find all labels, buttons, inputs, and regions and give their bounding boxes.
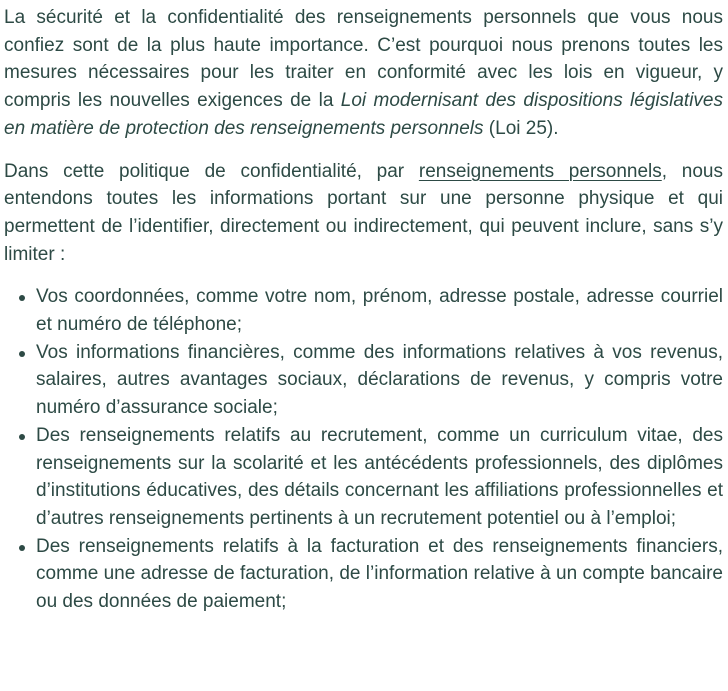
intro-text: La sécurité et la confidentialité des renseignements personnels que vous nous confiez sont de la plus haute importance. C’est pourquoi nous prenons toutes les mesures nécessaires pour les traiter en conformité avec les lois en vigueur, y compris les nouvelles exigences de la [4, 7, 723, 112]
list-item [36, 533, 723, 616]
list-item-text: Des renseignements relatifs au recrutement, comme un curriculum vitae, des renseignements sur la scolarité et les antécédents professionnels, des diplômes d’institutions éducatives, des détails concernant les affiliations professionnelles et d’autres renseignements pertinents à un recrutement potentiel ou à l’emploi; [36, 424, 723, 529]
list-item [36, 422, 723, 533]
intro-paragraph [4, 4, 723, 143]
definition-text: Dans cette politique de confidentialité, par [4, 160, 419, 182]
bullet-icon [19, 295, 25, 301]
definition-paragraph [4, 158, 723, 269]
list-item-text: Des renseignements relatifs à la facturation et des renseignements financiers, comme une adresse de facturation, de l’information relative à un compte bancaire ou des données de paiement; [36, 535, 723, 613]
law-title: Loi modernisant des dispositions législatives en matière de protection des renseignements personnels [4, 90, 723, 139]
bullet-icon [19, 434, 25, 440]
definition-text-end: , nous entendons toutes les informations portant sur une personne physique et qui permettent de l’identifier, directement ou indirectement, qui peuvent inclure, sans s’y limiter : [4, 160, 723, 265]
list-item [36, 283, 723, 338]
list-item-text: Vos informations financières, comme des informations relatives à vos revenus, salaires, autres avantages sociaux, déclarations de revenus, y compris votre numéro d’assurance sociale; [36, 341, 723, 419]
bullet-icon [19, 545, 25, 551]
personal-info-link[interactable]: renseignements personnels [418, 160, 662, 182]
bullet-icon [19, 351, 25, 357]
list-item-text: Vos coordonnées, comme votre nom, prénom, adresse postale, adresse courriel et numéro de téléphone; [36, 286, 723, 336]
personal-info-list [4, 283, 723, 615]
intro-text-end: (Loi 25). [483, 117, 559, 139]
list-item [36, 339, 723, 422]
